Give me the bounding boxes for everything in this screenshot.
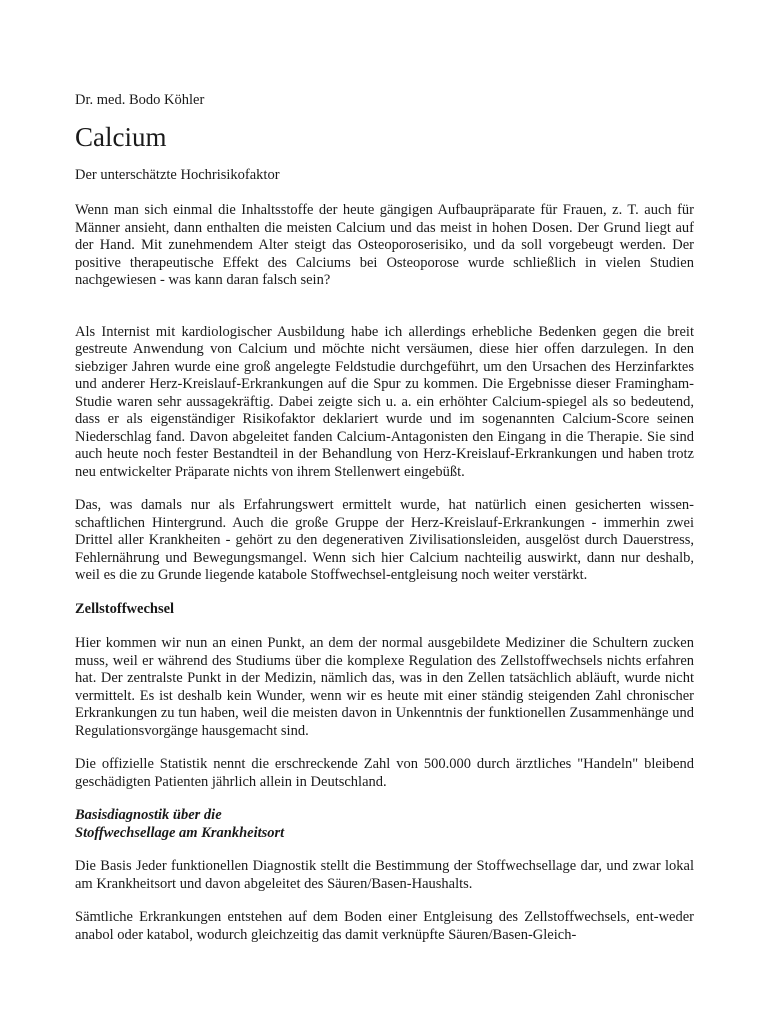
heading-line-1: Basisdiagnostik über die <box>75 807 222 823</box>
section-heading-zellstoffwechsel: Zellstoffwechsel <box>75 600 175 617</box>
paragraph-erfahrungswert: Das, was damals nur als Erfahrungswert ermittelt wurde, hat natürlich einen gesicherten wissen-schaftlichen Hintergrund. Auch die große Gruppe der Herz-Kreislauf-Erkrankungen - immerhin zwei Drittel aller Krankheiten - gehört zu den degenerativen Zivilisationsleiden, ausgelöst durch Dauerstress, Fehlernährung und Bewegungsmangel. Wenn sich hier Calcium nachteilig auswirkt, dann nur deshalb, weil es die zu Grunde liegende katabole Stoffwechsel-entgleisung noch weiter verstärkt. <box>75 497 694 583</box>
paragraph-erkrankungen: Sämtliche Erkrankungen entstehen auf dem Boden einer Entgleisung des Zellstoffwechsels, ent-weder anabol oder katabol, wodurch gleichzeitig das damit verknüpfte Säuren/Basen-Gleich- <box>75 909 694 943</box>
paragraph-basis: Die Basis Jeder funktionellen Diagnostik stellt die Bestimmung der Stoffwechsellage dar, und zwar lokal am Krankheitsort und davon abgeleitet des Säuren/Basen-Haushalts. <box>75 858 694 892</box>
page-title: Calcium <box>75 122 167 152</box>
paragraph-statistik: Die offizielle Statistik nennt die erschreckende Zahl von 500.000 durch ärztliches "Handeln" bleibend geschädigten Patienten jährlich allein in Deutschland. <box>75 756 694 790</box>
heading-line-2: Stoffwechsellage am Krankheitsort <box>75 824 285 841</box>
paragraph-zellstoffwechsel: Hier kommen wir nun an einen Punkt, an dem der normal ausgebildete Mediziner die Schultern zucken muss, weil er während des Studiums über die komplexe Regulation des Zellstoffwechsels nichts erfahren hat. Der zentralste Punkt in der Medizin, nämlich das, was in den Zellen tatsächlich abläuft, wurde nicht vermittelt. Es ist deshalb kein Wunder, wenn wir es heute mit einer ständig steigenden Zahl chronischer Erkrankungen zu tun haben, weil die meisten davon in Unkenntnis der funktionellen Zusammenhänge und Regulationsvorgänge hausgemacht sind. <box>75 635 694 739</box>
section-heading-basisdiagnostik <box>75 807 694 842</box>
paragraph-internist: Als Internist mit kardiologischer Ausbildung habe ich allerdings erhebliche Bedenken gegen die breit gestreute Anwendung von Calcium und möchte nicht versäumen, diese hier offen darzulegen. In den siebziger Jahren wurde eine groß angelegte Feldstudie durchgeführt, um den Ursachen des Herzinfarktes und anderer Herz-Kreislauf-Erkrankungen auf die Spur zu kommen. Die Ergebnisse dieser Framingham-Studie waren sehr aussagekräftig. Dabei zeigte sich u. a. ein erhöhter Calcium-spiegel als so bedeutend, dass er als eigenständiger Risikofaktor deklariert wurde und im sogenannten Calcium-Score seinen Niederschlag fand. Davon abgeleitet fanden Calcium-Antagonisten den Eingang in die Therapie. Sie sind auch heute noch fester Bestandteil in der Behandlung von Herz-Kreislauf-Erkrankungen und haben trotz neu entwickelter Präparate nichts von ihrem Stellenwert eingebüßt. <box>75 323 694 480</box>
document-body <box>75 92 694 944</box>
subtitle: Der unterschätzte Hochrisikofaktor <box>75 167 280 183</box>
paragraph-intro: Wenn man sich einmal die Inhaltsstoffe der heute gängigen Aufbaupräparate für Frauen, z. T. auch für Männer ansieht, dann enthalten die meisten Calcium und das meist in hohen Dosen. Der Grund liegt auf der Hand. Mit zunehmendem Alter steigt das Osteoporoserisiko, und da soll vorgebeugt werden. Der positive therapeutische Effekt des Calciums bei Osteoporose wurde schließlich in vielen Studien nachgewiesen - was kann daran falsch sein? <box>75 202 694 288</box>
author-line: Dr. med. Bodo Köhler <box>75 92 205 108</box>
